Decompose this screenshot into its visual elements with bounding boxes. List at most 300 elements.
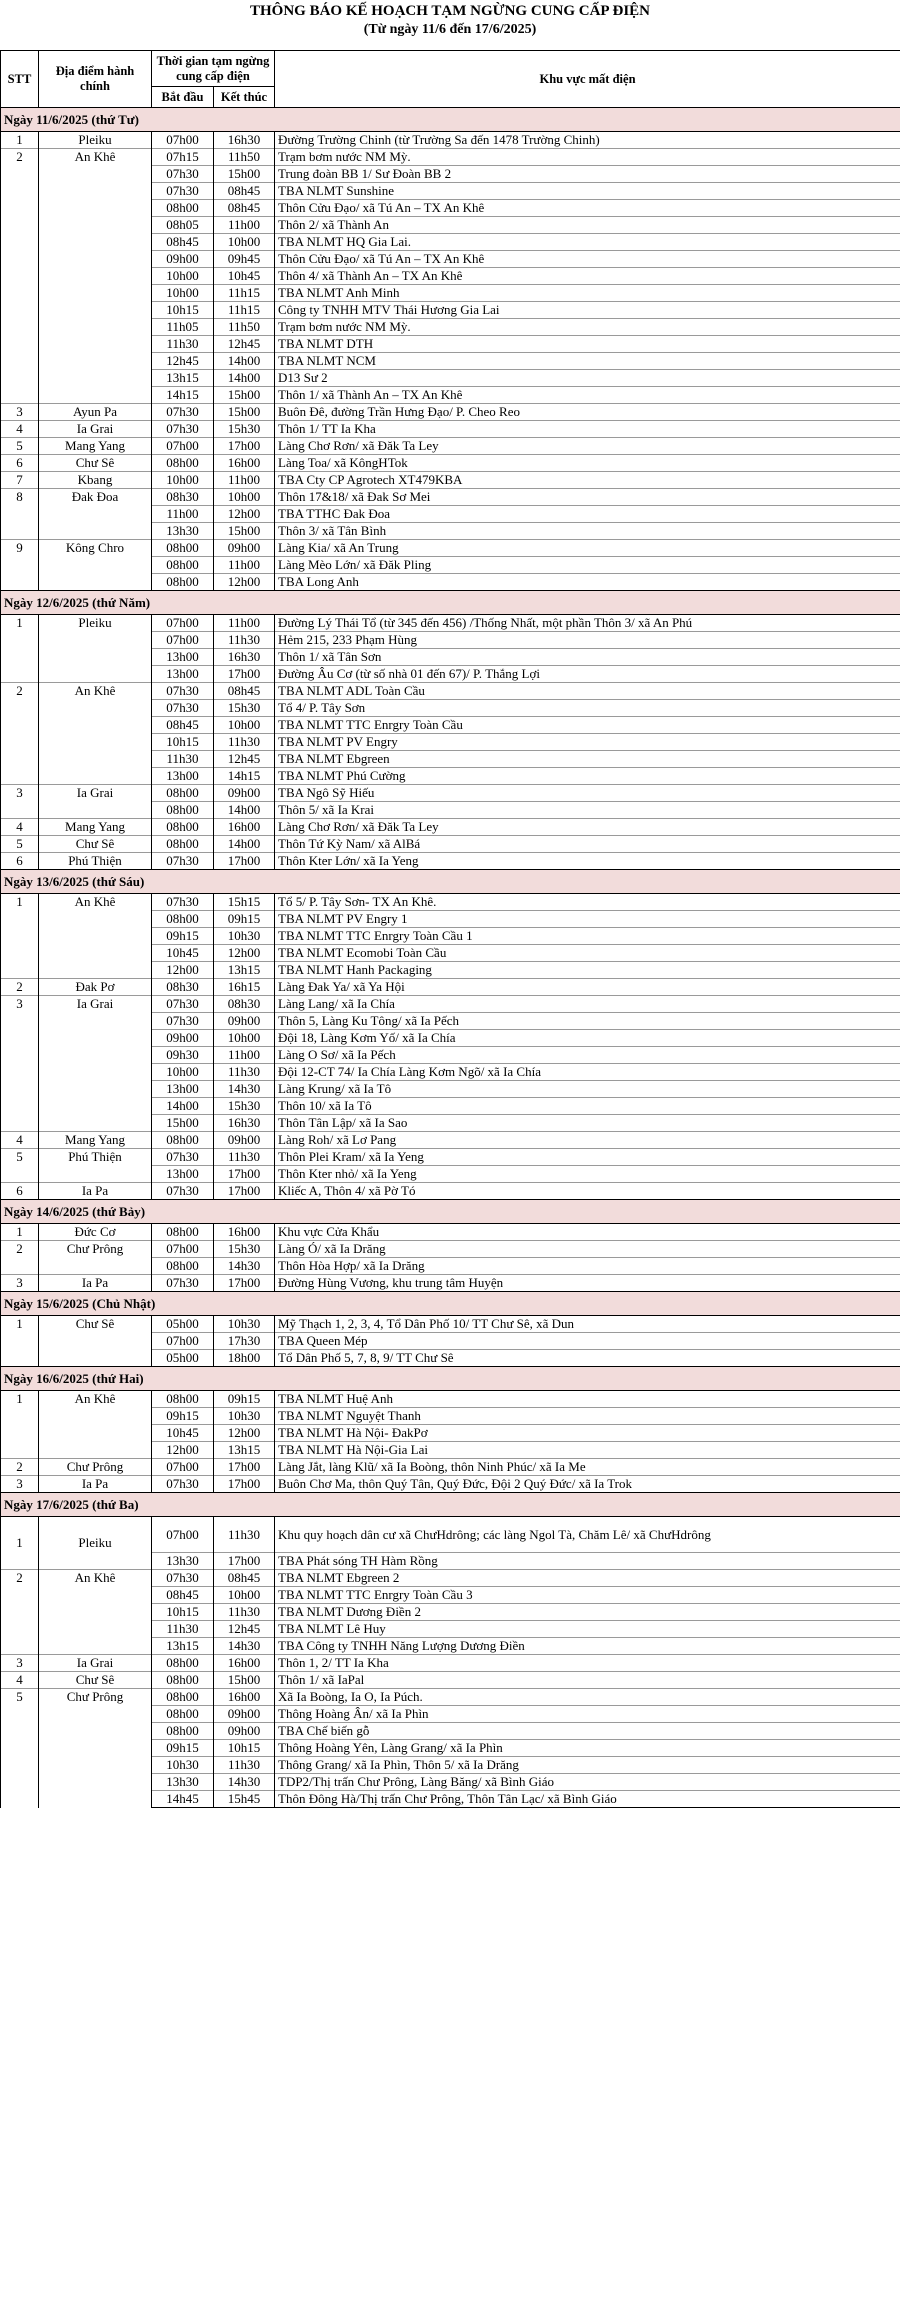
start-time-cell: 10h15 xyxy=(152,1604,214,1621)
day-header-row xyxy=(1,591,900,615)
location-cell: Chư Sê xyxy=(39,1672,152,1689)
start-time-cell: 11h00 xyxy=(152,506,214,523)
end-time-cell: 12h00 xyxy=(214,945,275,962)
table-row xyxy=(1,1241,900,1258)
location-cell: An Khê xyxy=(39,1570,152,1655)
area-cell: Thôn 5/ xã Ia Krai xyxy=(275,802,900,819)
area-cell: TBA NLMT Phú Cường xyxy=(275,768,900,785)
start-time-cell: 07h30 xyxy=(152,421,214,438)
end-time-cell: 12h45 xyxy=(214,336,275,353)
area-cell: TBA Ngô Sỹ Hiếu xyxy=(275,785,900,802)
table-row xyxy=(1,1476,900,1493)
end-time-cell: 14h00 xyxy=(214,353,275,370)
table-row xyxy=(1,1132,900,1149)
start-time-cell: 10h30 xyxy=(152,1757,214,1774)
start-time-cell: 14h00 xyxy=(152,1098,214,1115)
area-cell: Đường Lý Thái Tổ (từ 345 đến 456) /Thống Nhất, một phần Thôn 3/ xã An Phú xyxy=(275,615,900,632)
start-time-cell: 08h00 xyxy=(152,574,214,591)
stt-cell: 1 xyxy=(1,1517,39,1570)
area-cell: TBA TTHC Đak Đoa xyxy=(275,506,900,523)
start-time-cell: 07h30 xyxy=(152,1013,214,1030)
day-label: Ngày 11/6/2025 (thứ Tư) xyxy=(1,108,900,132)
header-end: Kết thúc xyxy=(214,87,275,108)
end-time-cell: 11h30 xyxy=(214,1517,275,1553)
end-time-cell: 09h00 xyxy=(214,540,275,557)
outage-schedule-table xyxy=(0,50,900,1808)
area-cell: TDP2/Thị trấn Chư Prông, Làng Băng/ xã Bình Giáo xyxy=(275,1774,900,1791)
location-cell: Ia Grai xyxy=(39,785,152,819)
table-row xyxy=(1,1183,900,1200)
end-time-cell: 08h45 xyxy=(214,183,275,200)
area-cell: Thôn 17&18/ xã Đak Sơ Mei xyxy=(275,489,900,506)
area-cell: Làng Kia/ xã An Trung xyxy=(275,540,900,557)
area-cell: Làng Chơ Rơn/ xã Đăk Ta Ley xyxy=(275,438,900,455)
stt-cell: 4 xyxy=(1,1672,39,1689)
stt-cell: 1 xyxy=(1,1391,39,1459)
end-time-cell: 11h15 xyxy=(214,302,275,319)
end-time-cell: 16h30 xyxy=(214,1115,275,1132)
end-time-cell: 14h15 xyxy=(214,768,275,785)
start-time-cell: 12h45 xyxy=(152,353,214,370)
end-time-cell: 15h30 xyxy=(214,700,275,717)
start-time-cell: 07h30 xyxy=(152,996,214,1013)
area-cell: TBA NLMT Dương Điền 2 xyxy=(275,1604,900,1621)
end-time-cell: 09h00 xyxy=(214,1723,275,1740)
stt-cell: 2 xyxy=(1,1570,39,1655)
table-row xyxy=(1,894,900,911)
table-body xyxy=(1,108,900,1808)
start-time-cell: 09h30 xyxy=(152,1047,214,1064)
location-cell: Ia Grai xyxy=(39,1655,152,1672)
end-time-cell: 17h00 xyxy=(214,1476,275,1493)
end-time-cell: 11h30 xyxy=(214,632,275,649)
end-time-cell: 17h00 xyxy=(214,666,275,683)
table-row xyxy=(1,836,900,853)
end-time-cell: 15h15 xyxy=(214,894,275,911)
location-cell: Pleiku xyxy=(39,615,152,683)
day-header-row xyxy=(1,1367,900,1391)
stt-cell: 3 xyxy=(1,785,39,819)
stt-cell: 2 xyxy=(1,1459,39,1476)
area-cell: Thôn Tân Lập/ xã Ia Sao xyxy=(275,1115,900,1132)
start-time-cell: 08h00 xyxy=(152,802,214,819)
location-cell: Ia Grai xyxy=(39,996,152,1132)
area-cell: Thôn 4/ xã Thành An – TX An Khê xyxy=(275,268,900,285)
area-cell: Thôn 1/ xã Tân Sơn xyxy=(275,649,900,666)
location-cell: Mang Yang xyxy=(39,438,152,455)
start-time-cell: 08h00 xyxy=(152,1723,214,1740)
stt-cell: 1 xyxy=(1,1316,39,1367)
area-cell: TBA NLMT HQ Gia Lai. xyxy=(275,234,900,251)
day-header-row xyxy=(1,1493,900,1517)
stt-cell: 9 xyxy=(1,540,39,591)
start-time-cell: 07h30 xyxy=(152,853,214,870)
end-time-cell: 11h00 xyxy=(214,1047,275,1064)
end-time-cell: 16h15 xyxy=(214,979,275,996)
start-time-cell: 07h30 xyxy=(152,1275,214,1292)
stt-cell: 3 xyxy=(1,1655,39,1672)
header-area: Khu vực mất điện xyxy=(275,51,900,108)
table-row xyxy=(1,149,900,166)
area-cell: Làng Ó/ xã Ia Drăng xyxy=(275,1241,900,1258)
table-row xyxy=(1,1517,900,1553)
end-time-cell: 15h00 xyxy=(214,1672,275,1689)
start-time-cell: 08h00 xyxy=(152,1258,214,1275)
end-time-cell: 11h50 xyxy=(214,319,275,336)
table-row xyxy=(1,615,900,632)
stt-cell: 4 xyxy=(1,1132,39,1149)
location-cell: An Khê xyxy=(39,1391,152,1459)
stt-cell: 1 xyxy=(1,1224,39,1241)
area-cell: Tổ Dân Phố 5, 7, 8, 9/ TT Chư Sê xyxy=(275,1350,900,1367)
start-time-cell: 15h00 xyxy=(152,1115,214,1132)
end-time-cell: 08h45 xyxy=(214,683,275,700)
stt-cell: 3 xyxy=(1,1275,39,1292)
end-time-cell: 15h00 xyxy=(214,523,275,540)
location-cell: An Khê xyxy=(39,894,152,979)
start-time-cell: 09h00 xyxy=(152,251,214,268)
end-time-cell: 10h00 xyxy=(214,234,275,251)
area-cell: Thôn Đông Hà/Thị trấn Chư Prông, Thôn Tân Lạc/ xã Bình Giáo xyxy=(275,1791,900,1808)
area-cell: Thông Hoàng Ân/ xã Ia Phìn xyxy=(275,1706,900,1723)
table-row xyxy=(1,455,900,472)
area-cell: Buôn Chơ Ma, thôn Quý Tân, Quý Đức, Đội 2 Quý Đức/ xã Ia Trok xyxy=(275,1476,900,1493)
stt-cell: 1 xyxy=(1,132,39,149)
area-cell: Thông Grang/ xã Ia Phìn, Thôn 5/ xã Ia Drăng xyxy=(275,1757,900,1774)
start-time-cell: 10h45 xyxy=(152,945,214,962)
start-time-cell: 08h00 xyxy=(152,540,214,557)
start-time-cell: 14h45 xyxy=(152,1791,214,1808)
day-header-row xyxy=(1,108,900,132)
location-cell: Kbang xyxy=(39,472,152,489)
start-time-cell: 07h30 xyxy=(152,183,214,200)
location-cell: Đức Cơ xyxy=(39,1224,152,1241)
start-time-cell: 10h00 xyxy=(152,285,214,302)
start-time-cell: 10h00 xyxy=(152,1064,214,1081)
start-time-cell: 05h00 xyxy=(152,1316,214,1333)
start-time-cell: 07h00 xyxy=(152,1459,214,1476)
stt-cell: 1 xyxy=(1,615,39,683)
area-cell: Làng Jắt, làng Klũ/ xã Ia Boòng, thôn Ninh Phúc/ xã Ia Me xyxy=(275,1459,900,1476)
table-row xyxy=(1,540,900,557)
stt-cell: 5 xyxy=(1,1689,39,1808)
area-cell: TBA Phát sóng TH Hàm Rồng xyxy=(275,1553,900,1570)
area-cell: Đội 18, Làng Kơm Yố/ xã Ia Chía xyxy=(275,1030,900,1047)
area-cell: TBA NLMT Huệ Anh xyxy=(275,1391,900,1408)
start-time-cell: 07h30 xyxy=(152,1149,214,1166)
end-time-cell: 15h00 xyxy=(214,166,275,183)
start-time-cell: 14h15 xyxy=(152,387,214,404)
area-cell: Thôn Kter nhỏ/ xã Ia Yeng xyxy=(275,1166,900,1183)
end-time-cell: 12h00 xyxy=(214,574,275,591)
area-cell: TBA NLMT TTC Enrgry Toàn Cầu 3 xyxy=(275,1587,900,1604)
start-time-cell: 10h15 xyxy=(152,302,214,319)
location-cell: Chư Prông xyxy=(39,1689,152,1808)
stt-cell: 4 xyxy=(1,421,39,438)
area-cell: Tổ 4/ P. Tây Sơn xyxy=(275,700,900,717)
day-label: Ngày 14/6/2025 (thứ Bảy) xyxy=(1,1200,900,1224)
start-time-cell: 10h45 xyxy=(152,1425,214,1442)
location-cell: Pleiku xyxy=(39,132,152,149)
end-time-cell: 10h30 xyxy=(214,928,275,945)
end-time-cell: 14h30 xyxy=(214,1774,275,1791)
day-header-row xyxy=(1,1200,900,1224)
header-start: Bắt đầu xyxy=(152,87,214,108)
location-cell: Phú Thiện xyxy=(39,1149,152,1183)
end-time-cell: 11h30 xyxy=(214,1064,275,1081)
area-cell: Làng Krung/ xã Ia Tô xyxy=(275,1081,900,1098)
start-time-cell: 07h00 xyxy=(152,132,214,149)
stt-cell: 5 xyxy=(1,1149,39,1183)
end-time-cell: 13h15 xyxy=(214,1442,275,1459)
end-time-cell: 16h00 xyxy=(214,1224,275,1241)
start-time-cell: 07h00 xyxy=(152,1333,214,1350)
location-cell: Chư Sê xyxy=(39,455,152,472)
area-cell: TBA Chế biến gỗ xyxy=(275,1723,900,1740)
end-time-cell: 09h00 xyxy=(214,1013,275,1030)
end-time-cell: 11h00 xyxy=(214,557,275,574)
location-cell: An Khê xyxy=(39,149,152,404)
stt-cell: 5 xyxy=(1,438,39,455)
end-time-cell: 09h15 xyxy=(214,1391,275,1408)
area-cell: Đường Trường Chinh (từ Trường Sa đến 1478 Trường Chinh) xyxy=(275,132,900,149)
area-cell: Đường Hùng Vương, khu trung tâm Huyện xyxy=(275,1275,900,1292)
end-time-cell: 16h30 xyxy=(214,132,275,149)
area-cell: TBA NLMT Ebgreen 2 xyxy=(275,1570,900,1587)
area-cell: Thôn 10/ xã Ia Tô xyxy=(275,1098,900,1115)
end-time-cell: 09h00 xyxy=(214,1132,275,1149)
area-cell: Thôn Cửu Đạo/ xã Tú An – TX An Khê xyxy=(275,251,900,268)
stt-cell: 7 xyxy=(1,472,39,489)
end-time-cell: 14h30 xyxy=(214,1258,275,1275)
start-time-cell: 13h30 xyxy=(152,1774,214,1791)
stt-cell: 3 xyxy=(1,1476,39,1493)
area-cell: TBA NLMT Hanh Packaging xyxy=(275,962,900,979)
location-cell: Ia Pa xyxy=(39,1275,152,1292)
area-cell: Khu vực Cửa Khẩu xyxy=(275,1224,900,1241)
location-cell: Chư Prông xyxy=(39,1459,152,1476)
start-time-cell: 07h00 xyxy=(152,1517,214,1553)
start-time-cell: 08h00 xyxy=(152,557,214,574)
end-time-cell: 16h00 xyxy=(214,455,275,472)
end-time-cell: 17h00 xyxy=(214,1275,275,1292)
table-row xyxy=(1,683,900,700)
start-time-cell: 07h30 xyxy=(152,166,214,183)
start-time-cell: 13h00 xyxy=(152,1166,214,1183)
start-time-cell: 07h30 xyxy=(152,1476,214,1493)
end-time-cell: 16h00 xyxy=(214,819,275,836)
stt-cell: 6 xyxy=(1,1183,39,1200)
table-row xyxy=(1,996,900,1013)
area-cell: Làng Chơ Rơn/ xã Đăk Ta Ley xyxy=(275,819,900,836)
day-label: Ngày 13/6/2025 (thứ Sáu) xyxy=(1,870,900,894)
area-cell: Thôn 2/ xã Thành An xyxy=(275,217,900,234)
end-time-cell: 10h30 xyxy=(214,1316,275,1333)
table-row xyxy=(1,472,900,489)
end-time-cell: 11h00 xyxy=(214,217,275,234)
table-row xyxy=(1,1655,900,1672)
start-time-cell: 09h15 xyxy=(152,928,214,945)
area-cell: Trạm bơm nước NM Mỳ. xyxy=(275,319,900,336)
stt-cell: 5 xyxy=(1,836,39,853)
area-cell: Đội 12-CT 74/ Ia Chía Làng Kơm Ngõ/ xã Ia Chía xyxy=(275,1064,900,1081)
end-time-cell: 14h00 xyxy=(214,370,275,387)
start-time-cell: 08h00 xyxy=(152,455,214,472)
start-time-cell: 09h15 xyxy=(152,1408,214,1425)
table-row xyxy=(1,404,900,421)
start-time-cell: 08h00 xyxy=(152,819,214,836)
area-cell: Khu quy hoạch dân cư xã ChưHdrông; các làng Ngol Tà, Chăm Lê/ xã ChưHdrông xyxy=(275,1517,900,1553)
header-location: Địa điểm hành chính xyxy=(39,51,152,108)
start-time-cell: 08h00 xyxy=(152,836,214,853)
end-time-cell: 08h30 xyxy=(214,996,275,1013)
area-cell: Buôn Đê, đường Trần Hưng Đạo/ P. Cheo Reo xyxy=(275,404,900,421)
end-time-cell: 12h45 xyxy=(214,751,275,768)
table-row xyxy=(1,1672,900,1689)
start-time-cell: 07h30 xyxy=(152,404,214,421)
table-row xyxy=(1,1689,900,1706)
start-time-cell: 09h15 xyxy=(152,1740,214,1757)
end-time-cell: 15h30 xyxy=(214,1241,275,1258)
day-label: Ngày 17/6/2025 (thứ Ba) xyxy=(1,1493,900,1517)
location-cell: An Khê xyxy=(39,683,152,785)
area-cell: TBA NLMT Ecomobi Toàn Cầu xyxy=(275,945,900,962)
area-cell: Làng Mèo Lớn/ xã Đăk Pling xyxy=(275,557,900,574)
start-time-cell: 08h00 xyxy=(152,1391,214,1408)
area-cell: Làng Roh/ xã Lơ Pang xyxy=(275,1132,900,1149)
start-time-cell: 08h45 xyxy=(152,717,214,734)
end-time-cell: 10h00 xyxy=(214,489,275,506)
end-time-cell: 17h00 xyxy=(214,1183,275,1200)
area-cell: Thôn 1/ xã Thành An – TX An Khê xyxy=(275,387,900,404)
day-label: Ngày 16/6/2025 (thứ Hai) xyxy=(1,1367,900,1391)
stt-cell: 2 xyxy=(1,683,39,785)
location-cell: Mang Yang xyxy=(39,1132,152,1149)
table-row xyxy=(1,1149,900,1166)
area-cell: Làng Lang/ xã Ia Chía xyxy=(275,996,900,1013)
start-time-cell: 07h00 xyxy=(152,615,214,632)
end-time-cell: 16h00 xyxy=(214,1655,275,1672)
end-time-cell: 17h00 xyxy=(214,1166,275,1183)
area-cell: Thôn Tứ Kỳ Nam/ xã AlBá xyxy=(275,836,900,853)
area-cell: TBA NLMT Anh Minh xyxy=(275,285,900,302)
area-cell: Thôn Cửu Đạo/ xã Tú An – TX An Khê xyxy=(275,200,900,217)
day-header-row xyxy=(1,870,900,894)
start-time-cell: 08h05 xyxy=(152,217,214,234)
end-time-cell: 15h30 xyxy=(214,421,275,438)
table-row xyxy=(1,1224,900,1241)
start-time-cell: 11h30 xyxy=(152,751,214,768)
table-row xyxy=(1,1459,900,1476)
start-time-cell: 08h30 xyxy=(152,489,214,506)
end-time-cell: 09h00 xyxy=(214,1706,275,1723)
table-row xyxy=(1,1275,900,1292)
location-cell: Chư Prông xyxy=(39,1241,152,1275)
location-cell: Đak Pơ xyxy=(39,979,152,996)
location-cell: Phú Thiện xyxy=(39,853,152,870)
end-time-cell: 17h00 xyxy=(214,1459,275,1476)
area-cell: Thôn Hòa Hợp/ xã Ia Drăng xyxy=(275,1258,900,1275)
end-time-cell: 14h30 xyxy=(214,1638,275,1655)
area-cell: TBA Công ty TNHH Năng Lượng Dương Điền xyxy=(275,1638,900,1655)
area-cell: Tổ 5/ P. Tây Sơn- TX An Khê. xyxy=(275,894,900,911)
end-time-cell: 08h45 xyxy=(214,200,275,217)
area-cell: Kliếc A, Thôn 4/ xã Pờ Tó xyxy=(275,1183,900,1200)
start-time-cell: 08h45 xyxy=(152,1587,214,1604)
start-time-cell: 08h00 xyxy=(152,911,214,928)
end-time-cell: 14h30 xyxy=(214,1081,275,1098)
area-cell: Thông Hoàng Yên, Làng Grang/ xã Ia Phìn xyxy=(275,1740,900,1757)
end-time-cell: 08h45 xyxy=(214,1570,275,1587)
end-time-cell: 09h45 xyxy=(214,251,275,268)
table-row xyxy=(1,1316,900,1333)
start-time-cell: 13h30 xyxy=(152,1553,214,1570)
start-time-cell: 10h00 xyxy=(152,472,214,489)
start-time-cell: 13h00 xyxy=(152,768,214,785)
start-time-cell: 07h00 xyxy=(152,1241,214,1258)
start-time-cell: 11h05 xyxy=(152,319,214,336)
end-time-cell: 11h00 xyxy=(214,615,275,632)
start-time-cell: 07h30 xyxy=(152,1570,214,1587)
end-time-cell: 16h30 xyxy=(214,649,275,666)
document-title: THÔNG BÁO KẾ HOẠCH TẠM NGỪNG CUNG CẤP ĐIỆN xyxy=(249,3,651,19)
area-cell: Đường Âu Cơ (từ số nhà 01 đến 67)/ P. Thắng Lợi xyxy=(275,666,900,683)
end-time-cell: 11h30 xyxy=(214,1757,275,1774)
area-cell: TBA NLMT ADL Toàn Cầu xyxy=(275,683,900,700)
area-cell: Thôn 5, Làng Ku Tông/ xã Ia Pếch xyxy=(275,1013,900,1030)
stt-cell: 3 xyxy=(1,996,39,1132)
end-time-cell: 13h15 xyxy=(214,962,275,979)
table-row xyxy=(1,438,900,455)
area-cell: Thôn Plei Kram/ xã Ia Yeng xyxy=(275,1149,900,1166)
area-cell: TBA NLMT TTC Enrgry Toàn Cầu xyxy=(275,717,900,734)
start-time-cell: 08h00 xyxy=(152,1132,214,1149)
area-cell: TBA NLMT PV Engry xyxy=(275,734,900,751)
area-cell: TBA Long Anh xyxy=(275,574,900,591)
end-time-cell: 15h00 xyxy=(214,404,275,421)
end-time-cell: 15h30 xyxy=(214,1098,275,1115)
start-time-cell: 13h30 xyxy=(152,523,214,540)
start-time-cell: 07h30 xyxy=(152,894,214,911)
start-time-cell: 08h00 xyxy=(152,1224,214,1241)
location-cell: Chư Sê xyxy=(39,836,152,853)
start-time-cell: 12h00 xyxy=(152,962,214,979)
location-cell: Ia Grai xyxy=(39,421,152,438)
start-time-cell: 07h15 xyxy=(152,149,214,166)
area-cell: TBA NLMT Sunshine xyxy=(275,183,900,200)
area-cell: TBA Queen Mép xyxy=(275,1333,900,1350)
end-time-cell: 12h45 xyxy=(214,1621,275,1638)
table-row xyxy=(1,819,900,836)
end-time-cell: 11h30 xyxy=(214,1604,275,1621)
area-cell: D13 Sư 2 xyxy=(275,370,900,387)
end-time-cell: 10h00 xyxy=(214,1587,275,1604)
start-time-cell: 07h30 xyxy=(152,700,214,717)
table-row xyxy=(1,979,900,996)
start-time-cell: 07h00 xyxy=(152,438,214,455)
area-cell: Làng Toa/ xã KôngHTok xyxy=(275,455,900,472)
day-label: Ngày 12/6/2025 (thứ Năm) xyxy=(1,591,900,615)
end-time-cell: 16h00 xyxy=(214,1689,275,1706)
start-time-cell: 07h00 xyxy=(152,632,214,649)
end-time-cell: 10h15 xyxy=(214,1740,275,1757)
end-time-cell: 17h00 xyxy=(214,438,275,455)
stt-cell: 6 xyxy=(1,853,39,870)
stt-cell: 1 xyxy=(1,894,39,979)
area-cell: TBA Cty CP Agrotech XT479KBA xyxy=(275,472,900,489)
end-time-cell: 15h00 xyxy=(214,387,275,404)
day-label: Ngày 15/6/2025 (Chủ Nhật) xyxy=(1,1292,900,1316)
